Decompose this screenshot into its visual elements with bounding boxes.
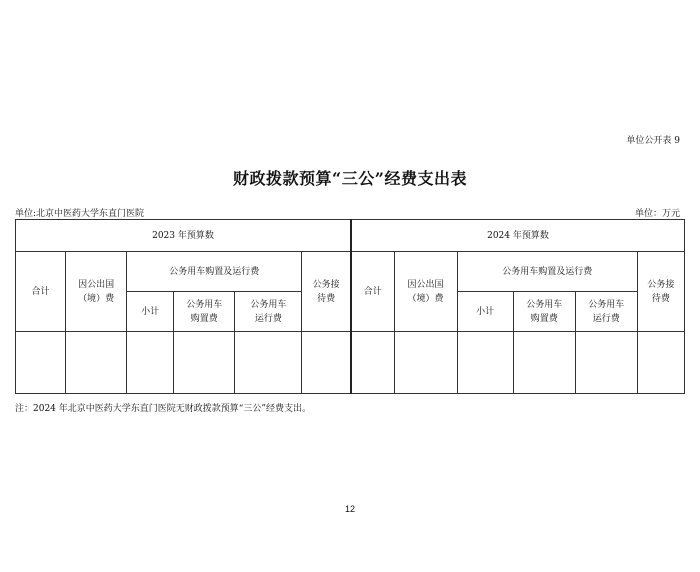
value-cell — [457, 332, 513, 394]
abroad-header-2023: 因公出国 （境）费 — [66, 252, 127, 332]
value-cell — [637, 332, 684, 394]
subtotal-header-2023: 小计 — [127, 292, 174, 332]
table-row — [16, 332, 685, 394]
vehicle-purchase-header-2023: 公务用车 购置费 — [174, 292, 235, 332]
vehicle-operation-header-2024: 公务用车 运行费 — [575, 292, 637, 332]
vehicle-group-header-2024: 公务用车购置及运行费 — [457, 252, 637, 292]
page-title: 财政拨款预算“三公”经费支出表 — [233, 169, 467, 188]
page-number: 12 — [344, 504, 355, 514]
year-2024-header: 2024 年预算数 — [351, 220, 685, 252]
value-cell — [174, 332, 235, 394]
year-header-row — [16, 220, 685, 252]
value-cell — [127, 332, 174, 394]
value-cell — [351, 332, 394, 394]
document-id: 单位公开表 9 — [626, 136, 680, 146]
unit-name: 单位:北京中医药大学东直门医院 — [15, 209, 145, 219]
subtotal-header-2024: 小计 — [457, 292, 513, 332]
total-header-2024: 合计 — [351, 252, 394, 332]
reception-header-2024: 公务接 待费 — [637, 252, 684, 332]
value-cell — [16, 332, 66, 394]
abroad-header-2024: 因公出国 （境）费 — [394, 252, 457, 332]
vehicle-purchase-header-2024: 公务用车 购置费 — [513, 292, 575, 332]
budget-table — [15, 219, 685, 394]
vehicle-group-header-2023: 公务用车购置及运行费 — [127, 252, 302, 292]
value-cell — [66, 332, 127, 394]
value-cell — [575, 332, 637, 394]
currency-unit: 单位：万元 — [634, 209, 680, 219]
value-cell — [302, 332, 351, 394]
value-cell — [513, 332, 575, 394]
reception-header-2023: 公务接 待费 — [302, 252, 351, 332]
year-2023-header: 2023 年预算数 — [16, 220, 351, 252]
category-header-row — [16, 252, 685, 292]
value-cell — [235, 332, 302, 394]
total-header-2023: 合计 — [16, 252, 66, 332]
value-cell — [394, 332, 457, 394]
vehicle-operation-header-2023: 公务用车 运行费 — [235, 292, 302, 332]
table-note: 注：2024 年北京中医药大学东直门医院无财政拨款预算“三公”经费支出。 — [15, 404, 311, 414]
